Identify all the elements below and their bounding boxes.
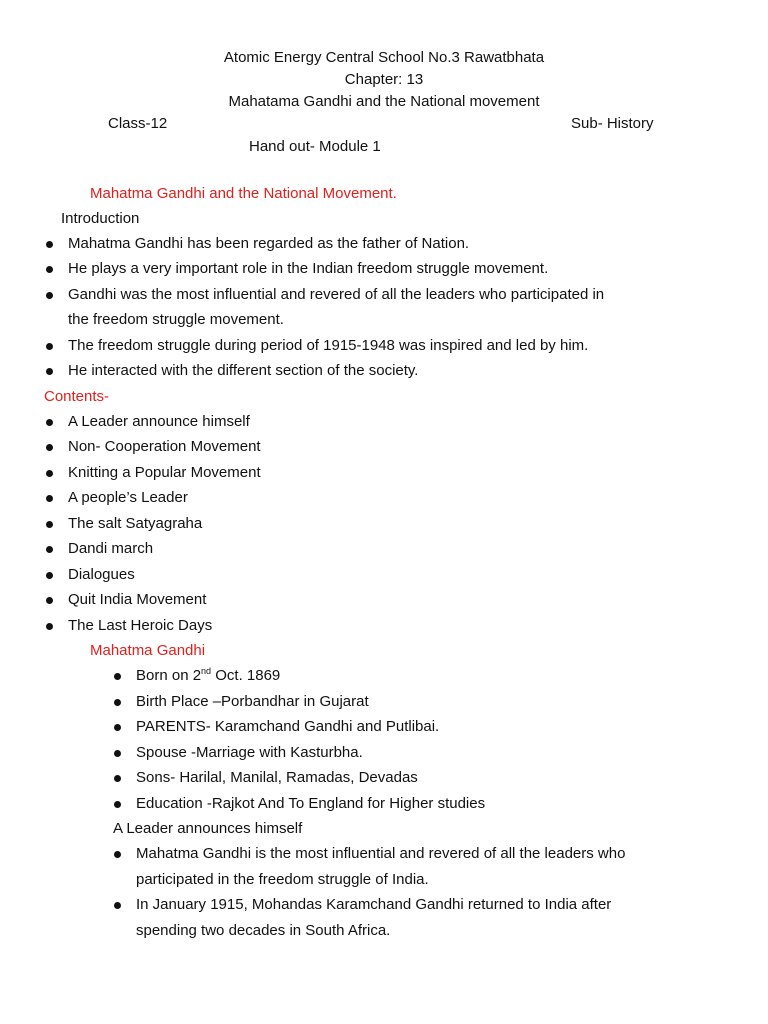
- profile-heading: Mahatma Gandhi: [90, 642, 206, 659]
- school-name: Atomic Energy Central School No.3 Rawatbhata: [223, 49, 545, 66]
- bullet-icon: [46, 495, 53, 502]
- bullet-icon: [114, 902, 121, 909]
- bullet-icon: [46, 597, 53, 604]
- chapter-number: Chapter: 13: [344, 71, 424, 88]
- leader-heading: A Leader announces himself: [113, 820, 303, 837]
- intro-point: Gandhi was the most influential and revered of all the leaders who participated in: [68, 286, 605, 303]
- contents-item: The salt Satyagraha: [68, 515, 203, 532]
- contents-item: Dialogues: [68, 566, 135, 583]
- intro-point-continuation: the freedom struggle movement.: [68, 311, 284, 328]
- born-ordinal: nd: [201, 666, 212, 676]
- contents-heading: Contents-: [44, 388, 110, 405]
- born-suffix: Oct. 1869: [211, 667, 281, 684]
- bullet-icon: [114, 851, 121, 858]
- bullet-icon: [114, 699, 121, 706]
- bullet-icon: [46, 572, 53, 579]
- profile-item: Sons- Harilal, Manilal, Ramadas, Devadas: [136, 769, 418, 786]
- contents-item: Quit India Movement: [68, 591, 207, 608]
- leader-point-continuation: participated in the freedom struggle of India.: [136, 871, 429, 888]
- subject-label: Sub- History: [571, 115, 654, 132]
- bullet-icon: [46, 368, 53, 375]
- bullet-icon: [46, 546, 53, 553]
- bullet-icon: [114, 724, 121, 731]
- bullet-icon: [46, 241, 53, 248]
- bullet-icon: [46, 419, 53, 426]
- bullet-icon: [46, 266, 53, 273]
- profile-born: [136, 666, 280, 686]
- bullet-icon: [46, 444, 53, 451]
- born-prefix: Born on 2: [136, 667, 202, 684]
- bullet-icon: [114, 750, 121, 757]
- chapter-title: Mahatama Gandhi and the National movement: [228, 93, 540, 110]
- bullet-icon: [46, 470, 53, 477]
- intro-point: He interacted with the different section of the society.: [68, 362, 419, 379]
- introduction-heading: Introduction: [61, 210, 140, 227]
- intro-point: He plays a very important role in the Indian freedom struggle movement.: [68, 260, 549, 277]
- leader-point-continuation: spending two decades in South Africa.: [136, 922, 391, 939]
- bullet-icon: [46, 343, 53, 350]
- contents-item: A Leader announce himself: [68, 413, 250, 430]
- profile-item: PARENTS- Karamchand Gandhi and Putlibai.: [136, 718, 440, 735]
- contents-item: Knitting a Popular Movement: [68, 464, 261, 481]
- contents-item: Dandi march: [68, 540, 154, 557]
- profile-item: Education -Rajkot And To England for Higher studies: [136, 795, 486, 812]
- section-title: Mahatma Gandhi and the National Movement.: [90, 185, 397, 202]
- intro-point: The freedom struggle during period of 1915-1948 was inspired and led by him.: [68, 337, 589, 354]
- class-label: Class-12: [108, 115, 168, 132]
- contents-item: The Last Heroic Days: [68, 617, 213, 634]
- profile-item: Spouse -Marriage with Kasturbha.: [136, 744, 363, 761]
- handout-label: Hand out- Module 1: [249, 138, 381, 155]
- profile-item: Birth Place –Porbandhar in Gujarat: [136, 693, 369, 710]
- contents-item: A people’s Leader: [68, 489, 188, 506]
- bullet-icon: [114, 775, 121, 782]
- bullet-icon: [46, 292, 53, 299]
- leader-point: In January 1915, Mohandas Karamchand Gandhi returned to India after: [136, 896, 612, 913]
- leader-point: Mahatma Gandhi is the most influential and revered of all the leaders who: [136, 845, 626, 862]
- bullet-icon: [114, 673, 121, 680]
- bullet-icon: [114, 801, 121, 808]
- bullet-icon: [46, 521, 53, 528]
- intro-point: Mahatma Gandhi has been regarded as the father of Nation.: [68, 235, 470, 252]
- contents-item: Non- Cooperation Movement: [68, 438, 261, 455]
- bullet-icon: [46, 623, 53, 630]
